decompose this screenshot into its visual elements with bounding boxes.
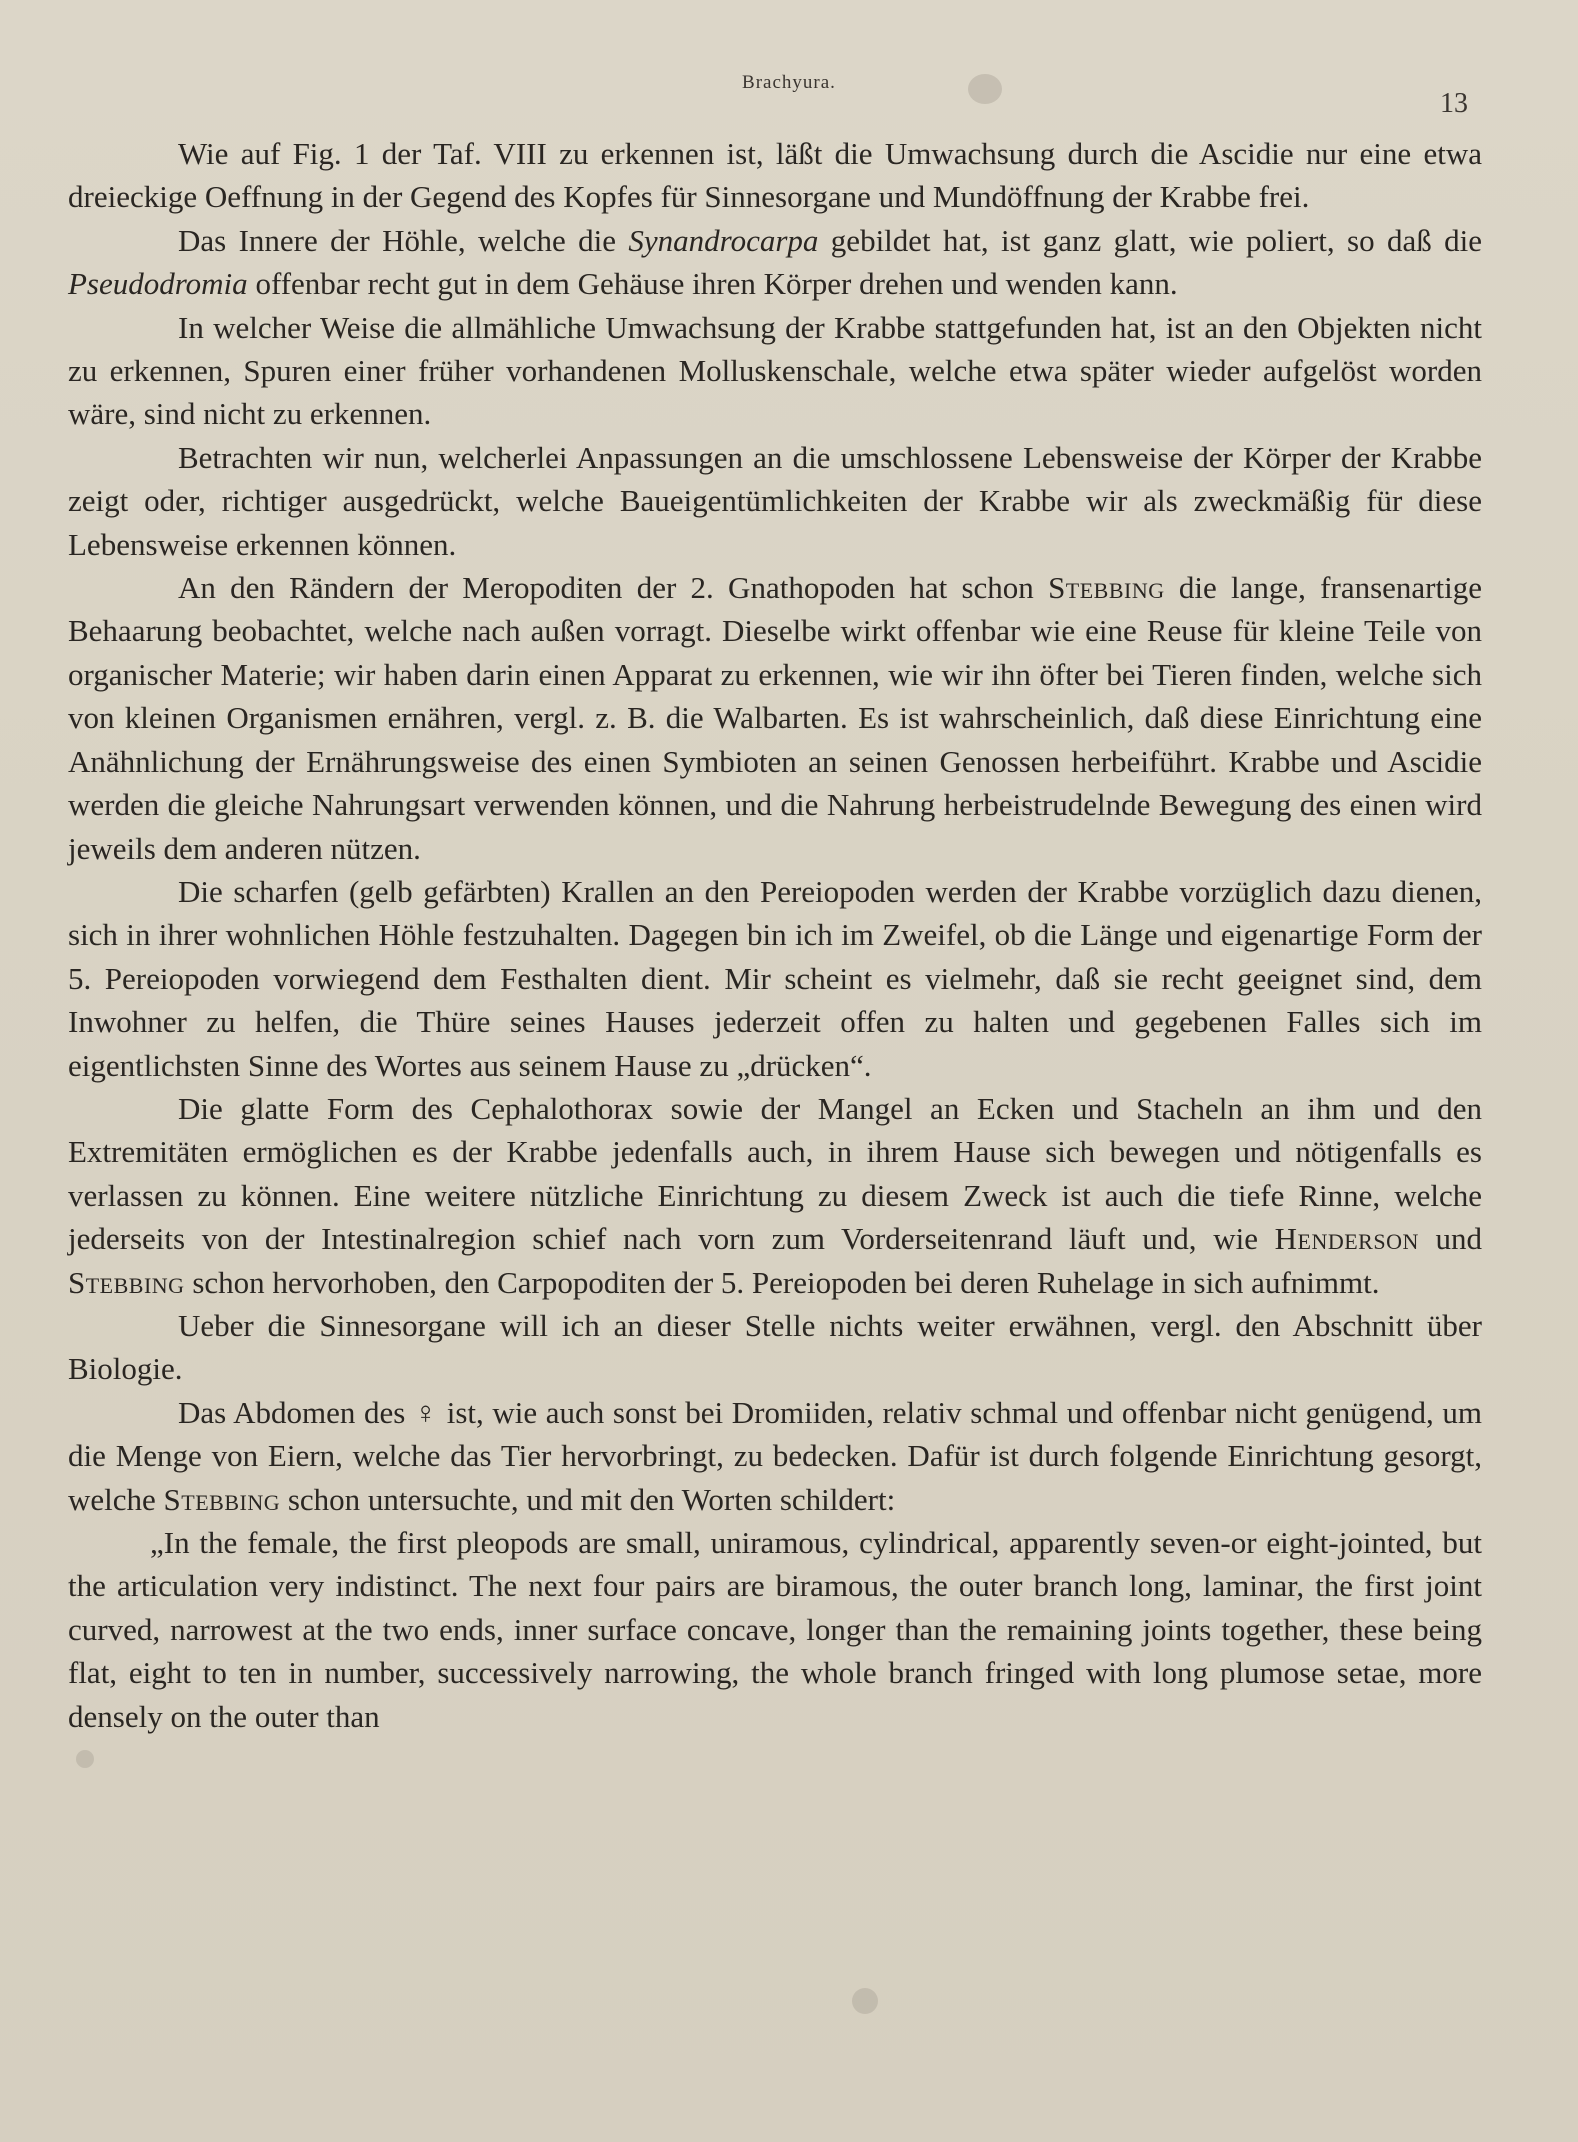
paragraph-4: [68, 436, 1482, 566]
paragraph-text: gebildet hat, ist ganz glatt, wie poliert, so daß die: [818, 222, 1483, 258]
body-text: [68, 132, 1482, 1738]
author-name: Stebbing: [1048, 570, 1165, 606]
paragraph-9: [68, 1391, 1482, 1521]
page-number: 13: [1440, 88, 1468, 119]
paper-stain: [968, 74, 1002, 104]
paragraph-text: Ueber die Sinnesorgane will ich an dieser Stelle nichts weiter erwähnen, vergl. den Abschnitt über Biologie.: [68, 1307, 1482, 1387]
paragraph-text: Wie auf Fig. 1 der Taf. VIII zu erkennen ist, läßt die Umwachsung durch die Ascidie nur eine etwa dreieckige Oeffnung in der Gegend des Kopfes für Sinnesorgane und Mundöffnung der Krabbe frei.: [68, 136, 1482, 215]
running-head: Brachyura.: [742, 72, 836, 93]
paragraph-7: [68, 1087, 1482, 1304]
paragraph-8: [68, 1304, 1482, 1391]
paragraph-text: Die scharfen (gelb gefärbten) Krallen an den Pereiopoden werden der Krabbe vorzüglich dazu dienen, sich in ihrer wohnlichen Höhle festzuhalten. Dagegen bin ich im Zweifel, ob die Länge und eigenartige Form der 5. Pereiopoden vorwiegend dem Festhalten dient. Mir scheint es vielmehr, daß sie recht geeignet sind, dem Inwohner zu helfen, die Thüre seines Hauses jederzeit offen zu halten und gegebenen Falles sich im eigentlichsten Sinne des Wortes aus seinem Hause zu „drücken“.: [68, 873, 1482, 1083]
paragraph-text: schon hervorhoben, den Carpopoditen der 5. Pereiopoden bei deren Ruhelage in sich aufnimmt.: [184, 1264, 1380, 1300]
paragraph-6: [68, 870, 1482, 1087]
paragraph-2: [68, 219, 1482, 306]
paragraph-3: [68, 306, 1482, 436]
author-name: Stebbing: [163, 1481, 281, 1517]
taxon-name: Pseudodromia: [68, 266, 248, 302]
paragraph-text: Die glatte Form des Cephalothorax sowie der Mangel an Ecken und Stacheln an ihm und den Extremitäten ermöglichen es der Krabbe jedenfalls auch, in ihrem Hause sich bewegen und nötigenfalls es verlassen zu können. Eine weitere nützliche Einrichtung zu diesem Zweck ist auch die tiefe Rinne, welche jederseits von der Intestinalregion schief nach vorn zum Vorderseitenrand läuft und, wie: [68, 1090, 1482, 1257]
paragraph-1: [68, 132, 1482, 219]
paragraph-text: Das Abdomen des ♀ ist, wie auch sonst bei Dromiiden, relativ schmal und offenbar nicht genügend, um die Menge von Eiern, welche das Tier hervorbringt, zu bedecken. Dafür ist durch folgende Einrichtung gesorgt, welche: [68, 1394, 1482, 1517]
paragraph-text: Betrachten wir nun, welcherlei Anpassungen an die umschlossene Lebensweise der Körper der Krabbe zeigt oder, richtiger ausgedrückt, welche Baueigentümlichkeiten der Krabbe wir als zweckmäßig für diese Lebensweise erkennen können.: [68, 439, 1482, 562]
paragraph-text: offenbar recht gut in dem Gehäuse ihren Körper drehen und wenden kann.: [247, 266, 1178, 302]
paragraph-text: An den Rändern der Meropoditen der 2. Gnathopoden hat schon: [178, 570, 1049, 606]
quote-text: „In the female, the first pleopods are small, uniramous, cylindrical, apparently seven-or eight-jointed, but the articulation very indistinct. The next four pairs are biramous, the outer branch long, laminar, the first joint curved, narrowest at the two ends, inner surface concave, longer than the remaining joints together, these being flat, eight to ten in number, successively narrowing, the whole branch fringed with long plumose setae, more densely on the outer than: [68, 1525, 1482, 1734]
paragraph-text: In welcher Weise die allmähliche Umwachsung der Krabbe stattgefunden hat, ist an den Objekten nicht zu erkennen, Spuren einer früher vorhandenen Molluskenschale, welche etwa später wieder aufgelöst worden wäre, sind nicht zu erkennen.: [68, 309, 1482, 432]
author-name: Stebbing: [68, 1264, 185, 1300]
paragraph-text: die lange, fransenartige Behaarung beobachtet, welche nach außen vorragt. Dieselbe wirkt offenbar wie eine Reuse für kleine Teile von organischer Materie; wir haben darin einen Apparat zu erkennen, wie wir ihn öfter bei Tieren finden, welche sich von kleinen Organismen ernähren, vergl. z. B. die Walbarten. Es ist wahrscheinlich, daß diese Einrichtung eine Anähnlichung der Ernährungsweise des einen Symbioten an seinen Genossen herbeiführt. Krabbe und Ascidie werden die gleiche Nahrungsart verwenden können, und die Nahrung herbeistrudelnde Bewegung des einen wird jeweils dem anderen nützen.: [68, 570, 1482, 866]
paragraph-quote: [68, 1521, 1482, 1738]
paragraph-5: [68, 566, 1482, 870]
paragraph-text: Das Innere der Höhle, welche die: [178, 222, 629, 258]
paragraph-text: schon untersuchte, und mit den Worten schildert:: [280, 1481, 896, 1517]
author-name: Henderson: [1274, 1221, 1419, 1257]
paper-stain: [852, 1988, 878, 2014]
paper-stain: [76, 1750, 94, 1768]
taxon-name: Synandrocarpa: [628, 222, 819, 258]
paragraph-text: und: [1418, 1221, 1483, 1257]
